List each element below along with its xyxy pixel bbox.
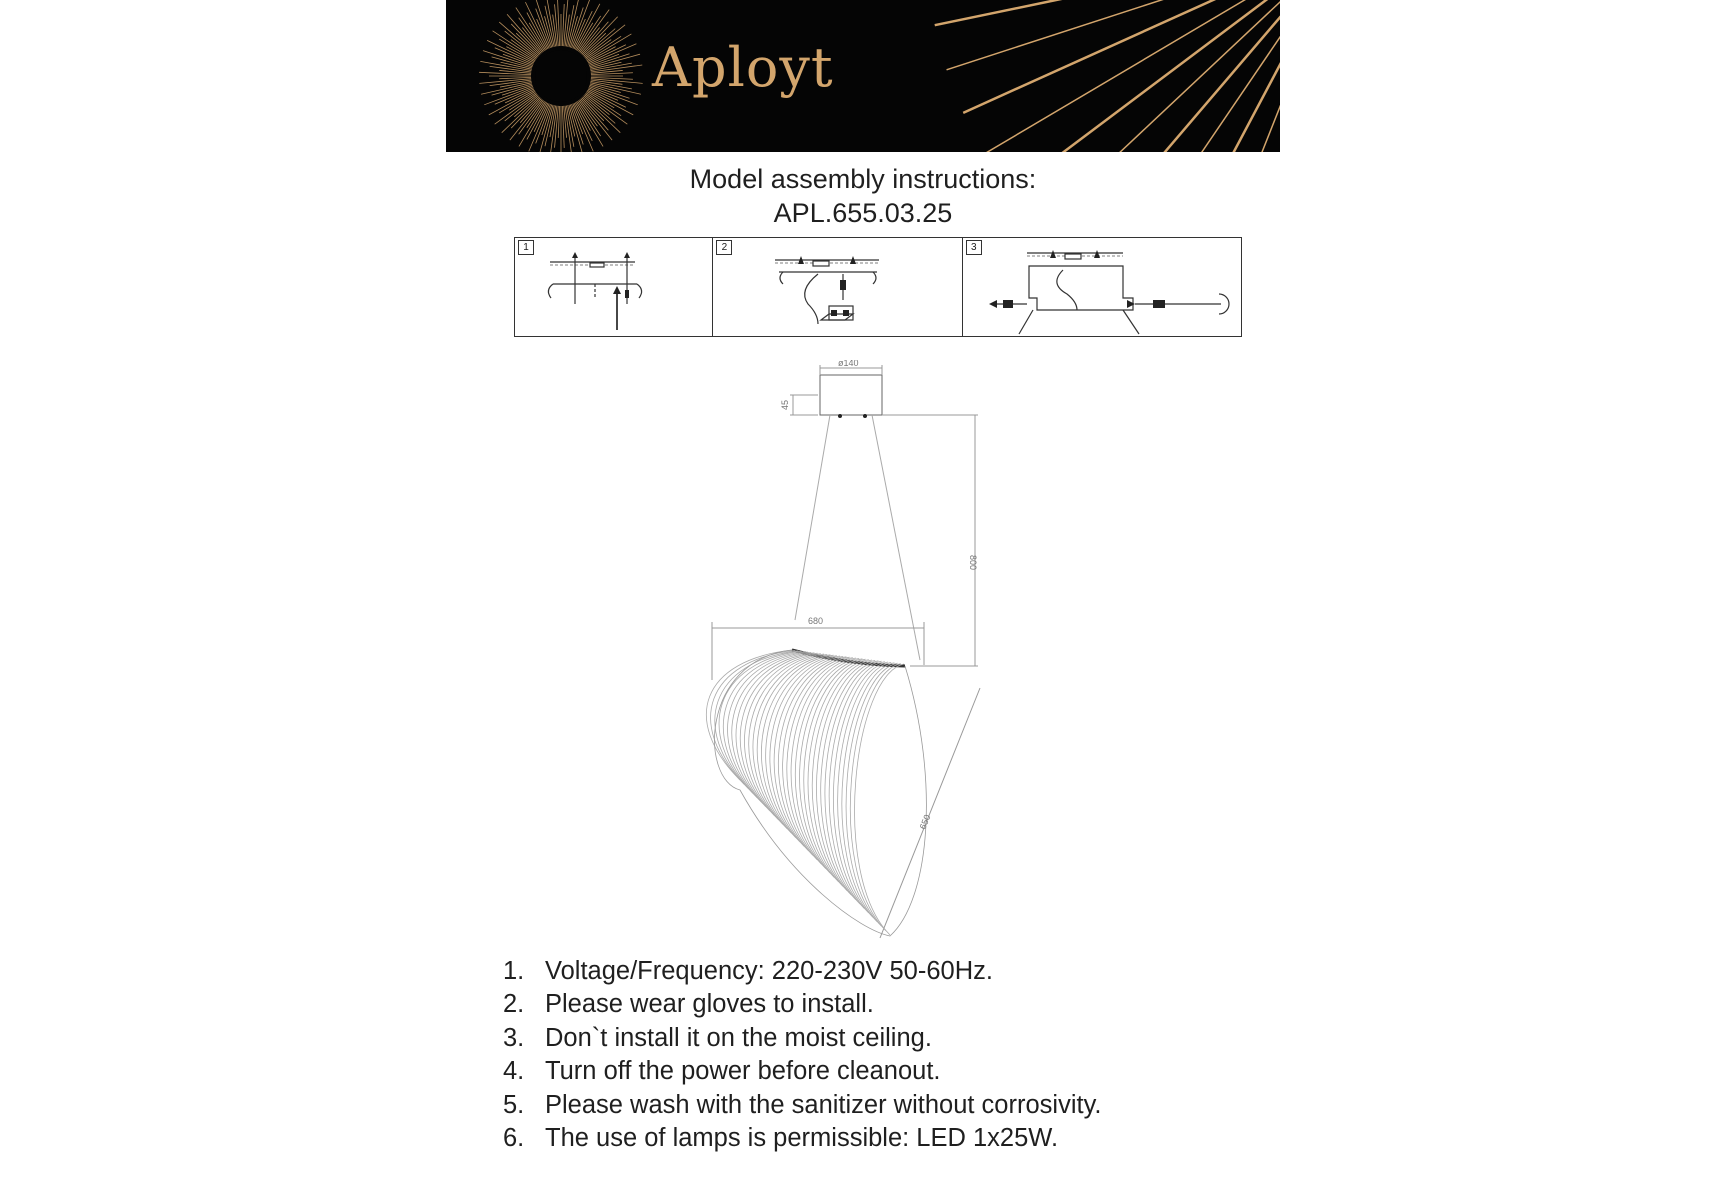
assembly-step-2 (712, 238, 961, 336)
assembly-step-1 (515, 238, 712, 336)
specification-number: 1. (503, 957, 525, 985)
specification-item (503, 988, 1102, 1021)
shade-rib (800, 659, 863, 878)
sunburst-icon (446, 0, 1280, 152)
shade-rib (855, 664, 904, 935)
specification-text: Turn off the power before cleanout. (545, 1057, 941, 1086)
shade-rib (783, 657, 850, 860)
specification-number: 3. (503, 1023, 525, 1052)
specification-number: 2. (503, 990, 525, 1019)
specification-number: 6. (503, 1123, 525, 1152)
step-3-diagram (963, 238, 1243, 336)
step-2-diagram (713, 238, 963, 336)
specifications-list (503, 955, 1102, 1155)
specification-number: 5. (503, 1090, 525, 1119)
specification-item (503, 1122, 1102, 1155)
specification-number: 4. (503, 1057, 525, 1086)
shade-rib (795, 658, 859, 873)
step-number: 1 (518, 240, 534, 255)
shade-length-label: 650 (917, 813, 933, 831)
brand-banner (446, 0, 1280, 152)
canopy (820, 375, 882, 415)
specification-item (503, 1022, 1102, 1055)
shade-ribs (706, 650, 926, 936)
shade-rib (850, 664, 900, 931)
shade-rib (791, 658, 856, 869)
brand-logo-text: Aployt (652, 36, 834, 99)
specification-item (503, 1055, 1102, 1088)
specification-text: Please wear gloves to install. (545, 990, 874, 1019)
assembly-step-3 (962, 238, 1241, 336)
canopy-height-label: 45 (780, 399, 790, 410)
lamp-technical-drawing (700, 360, 1000, 945)
canopy-diameter-label: ø140 (838, 360, 859, 368)
suspension-height-label: 800 (968, 555, 978, 571)
model-number: APL.655.03.25 (773, 198, 953, 228)
step-number: 3 (966, 240, 982, 255)
specification-text: Don`t install it on the moist ceiling. (545, 1023, 932, 1052)
specification-text: The use of lamps is permissible: LED 1x25W. (545, 1123, 1059, 1152)
specification-item (503, 955, 1102, 988)
step-number: 2 (716, 240, 732, 255)
specification-text: Please wash with the sanitizer without corrosivity. (545, 1090, 1102, 1119)
shade-width-label: 680 (808, 616, 824, 626)
specification-text: Voltage/Frequency: 220-230V 50-60Hz. (545, 957, 993, 985)
step-1-diagram (515, 238, 713, 336)
specification-item (503, 1089, 1102, 1122)
assembly-steps-strip (514, 237, 1242, 337)
document-title: Model assembly instructions: (689, 164, 1037, 194)
